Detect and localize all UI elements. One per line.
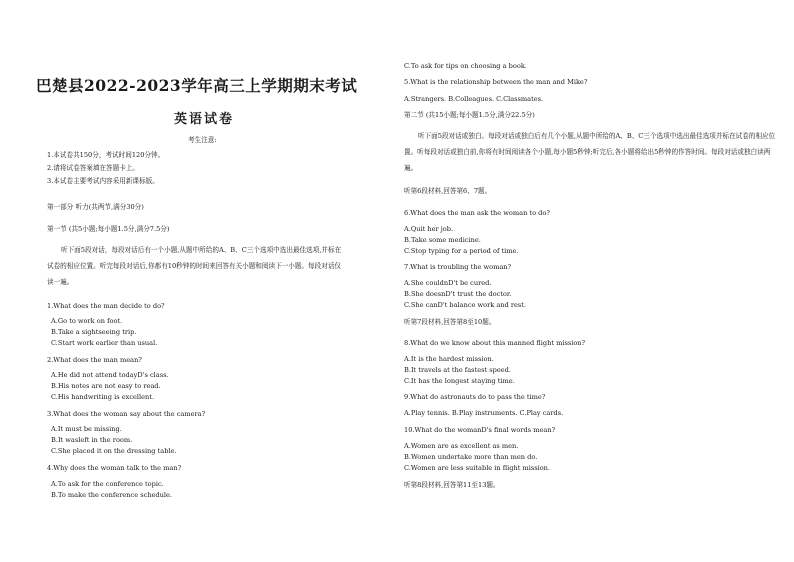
question-text: 2.What does the man mean? [47, 356, 142, 364]
option: B.Take a sightseeing trip. [51, 328, 137, 336]
option: B.His notes are not easy to read. [51, 382, 161, 390]
option: A.He did not attend todayD's class. [51, 371, 169, 379]
option: B.To make the conference schedule. [51, 491, 173, 499]
option: A.Play tennis. B.Play instruments. C.Play cards. [404, 409, 564, 417]
material-heading: 听第8段材料,回答第11至13题。 [404, 481, 500, 489]
question-text: 4.Why does the woman talk to the man? [47, 464, 182, 472]
section-directions: 听下面5段对话或独白。每段对话或独白后有几个小题,从题中所给的A、B、C三个选项中选出最佳选项并标在试卷的相应位置。听每段对话或独白前,你将有时间阅读各个小题,每小题5秒钟;听完后,各小题将给出5秒钟的作答时间。每段对话或独白读两遍。 [404, 132, 776, 172]
section-heading: 第二节 (共15小题;每小题1.5分,满分22.5分) [404, 111, 535, 119]
exam-title: 巴楚县2022-2023学年高三上学期期末考试 [36, 76, 358, 95]
option: C.To ask for tips on choosing a book. [404, 62, 527, 70]
option: A.It is the hardest mission. [404, 355, 494, 363]
option: C.She canD't balance work and rest. [404, 301, 527, 309]
option: A.Go to work on foot. [51, 317, 123, 325]
option: C.She placed it on the dressing table. [51, 447, 177, 455]
option: A.Strangers. B.Colleagues. C.Classmates. [404, 95, 544, 103]
question-text: 1.What does the man decide to do? [47, 302, 165, 310]
material-heading: 听第6段材料,回答第6、7题。 [404, 187, 492, 195]
option: B.She doesnD't trust the doctor. [404, 290, 512, 298]
notice-heading: 考生注意: [188, 136, 217, 144]
section-directions: 听下面5段对话，每段对话后有一个小题,从题中所给的A、B、C三个选项中选出最佳选项,并标在试卷的相应位置。听完每段对话后,你都有10秒钟的时间来回答有关小题和阅读下一小题。每段对话仅读一遍。 [47, 246, 342, 286]
option: A.Women are as excellent as men. [404, 442, 519, 450]
option: C.Women are less suitable in flight mission. [404, 464, 551, 472]
question-text: 9.What do astronauts do to pass the time? [404, 393, 546, 401]
section-heading: 第一节 (共5小题;每小题1.5分,满分7.5分) [47, 225, 170, 233]
notice-item: 2.请将试卷答案填在答题卡上。 [47, 164, 140, 172]
notice-item: 1.本试卷共150分，考试时间120分钟。 [47, 151, 165, 159]
option: B.Take some medicine. [404, 236, 481, 244]
question-text: 7.What is troubling the woman? [404, 263, 512, 271]
option: C.It has the longest staying time. [404, 377, 515, 385]
option: C.His handwriting is excellent. [51, 393, 155, 401]
part-heading: 第一部分 听力(共两节,满分30分) [47, 203, 144, 211]
question-text: 3.What does the woman say about the camera? [47, 410, 206, 418]
option: B.It wasleft in the room. [51, 436, 133, 444]
question-text: 10.What do the womanD's final words mean? [404, 426, 556, 434]
option: A.It must be missing. [51, 425, 122, 433]
question-text: 8.What do we know about this manned flight mission? [404, 339, 586, 347]
option: C.Start work earlier than usual. [51, 339, 158, 347]
material-heading: 听第7段材料,回答第8至10题。 [404, 318, 496, 326]
question-text: 6.What does the man ask the woman to do? [404, 209, 550, 217]
option: A.To ask for the conference topic. [51, 480, 164, 488]
exam-subtitle: 英语试卷 [174, 112, 235, 127]
notice-item: 3.本试卷主要考试内容采用新课标版。 [47, 177, 159, 185]
option: C.Stop typing for a period of time. [404, 247, 519, 255]
option: B.It travels at the fastest speed. [404, 366, 511, 374]
question-text: 5.What is the relationship between the man and Mike? [404, 78, 588, 86]
option: B.Women undertake more than men do. [404, 453, 538, 461]
option: A.Quit her job. [404, 225, 454, 233]
option: A.She couldnD't be cured. [404, 279, 492, 287]
